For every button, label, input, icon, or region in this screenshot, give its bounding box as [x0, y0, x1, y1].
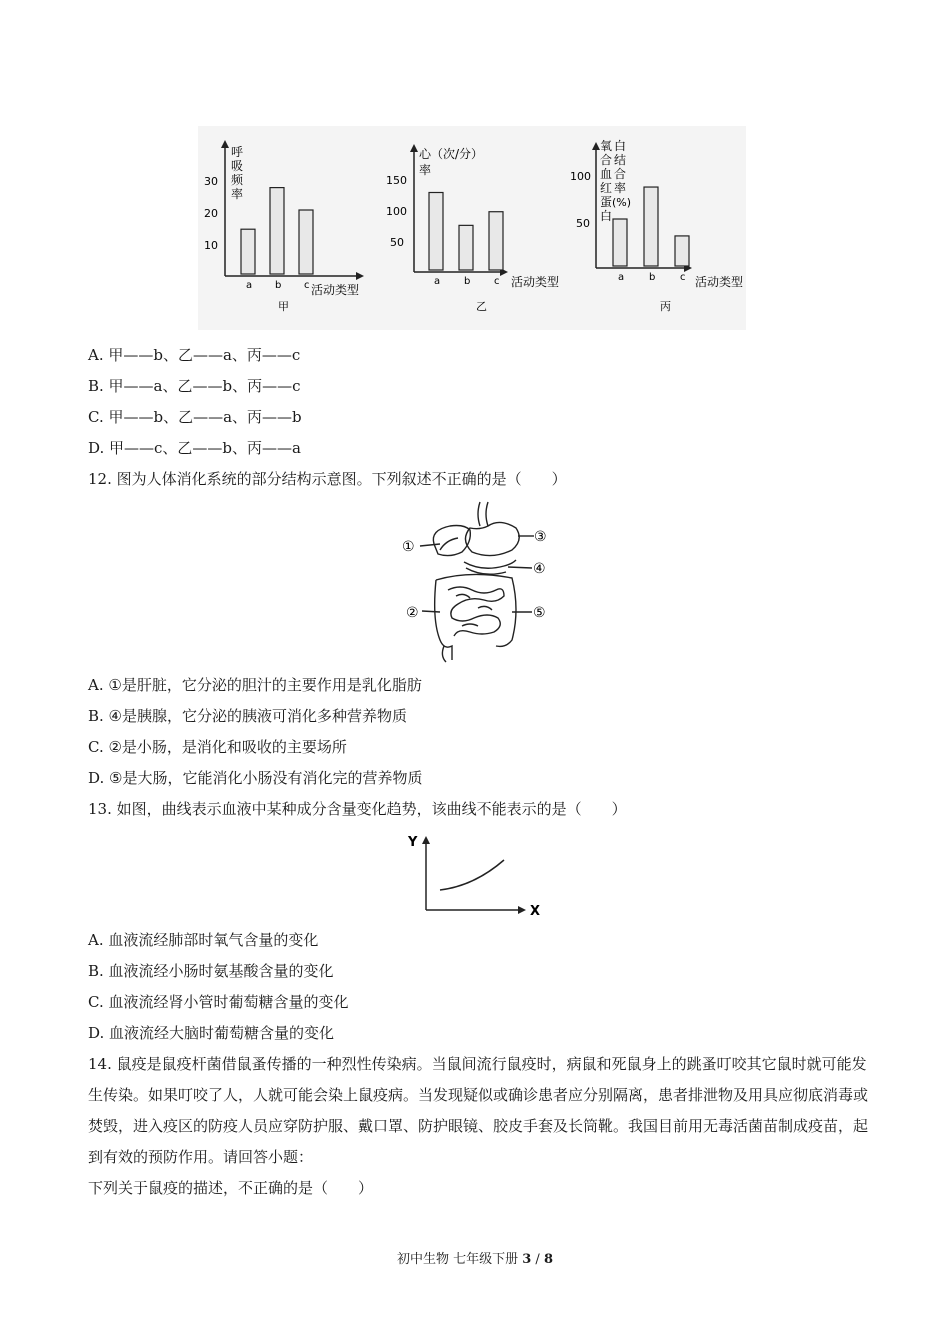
q13-option-b[interactable]: B. 血液流经小肠时氨基酸含量的变化 [88, 962, 334, 980]
bing-ylabel-col1-char: 白 [600, 209, 613, 223]
jia-ylabel-char: 频 [231, 173, 244, 187]
yi-ytick-50: 50 [390, 236, 404, 249]
yi-ytick-100: 100 [386, 205, 407, 218]
jia-ytick-10: 10 [204, 239, 218, 252]
jia-ylabel-char: 呼 [231, 145, 244, 159]
bing-ytick-50: 50 [576, 217, 590, 230]
yi-caption: 乙 [476, 300, 487, 313]
digestive-system-diagram [400, 500, 550, 668]
q12-option-d[interactable]: D. ⑤是大肠，它能消化小肠没有消化完的营养物质 [88, 769, 423, 787]
bing-bar-label-a: a [618, 272, 625, 283]
bing-ytick-100: 100 [570, 170, 591, 183]
q12-stem: 12. 图为人体消化系统的部分结构示意图。下列叙述不正确的是（ ） [88, 470, 567, 488]
yi-ytick-150: 150 [386, 174, 407, 187]
bing-caption: 丙 [660, 300, 671, 313]
page-footer [0, 1248, 950, 1267]
bing-bar-label-c: c [680, 272, 686, 283]
label-5: ⑤ [533, 605, 546, 621]
bing-bar-label-b: b [649, 272, 656, 283]
bing-ylabel-col2-char: 结 [614, 153, 627, 167]
x-axis-label: X [530, 904, 541, 919]
q11-option-c[interactable]: C. 甲——b、乙——a、丙——b [88, 408, 302, 426]
yi-ylabel-bottom: 率 [419, 163, 432, 177]
jia-bar-label-b: b [275, 280, 282, 291]
q12-option-c[interactable]: C. ②是小肠，是消化和吸收的主要场所 [88, 738, 347, 756]
bing-bar-c [675, 236, 689, 266]
jia-ytick-30: 30 [204, 175, 218, 188]
bing-ylabel-col2-char: 白 [614, 139, 627, 153]
bing-xlabel: 活动类型 [695, 275, 744, 289]
bing-ylabel-col1-char: 红 [600, 181, 613, 195]
footer-page: 3 [522, 1252, 532, 1267]
jia-ytick-20: 20 [204, 207, 218, 220]
curve-graph [404, 830, 550, 922]
bing-ylabel-col1-char: 蛋 [600, 195, 613, 209]
yi-bar-label-a: a [434, 276, 441, 287]
jia-bar-b [270, 188, 284, 274]
bing-ylabel-col1-char: 合 [600, 153, 613, 167]
jia-bar-a [241, 229, 255, 274]
q11-option-a[interactable]: A. 甲——b、乙——a、丙——c [88, 346, 301, 364]
bing-ylabel-col2-char: 率 [614, 181, 627, 195]
yi-bar-b [459, 225, 473, 270]
bing-bar-a [613, 219, 627, 266]
q13-stem: 13. 如图，曲线表示血液中某种成分含量变化趋势，该曲线不能表示的是（ ） [88, 800, 627, 818]
footer-total: 8 [543, 1252, 553, 1267]
q13-option-a[interactable]: A. 血液流经肺部时氧气含量的变化 [88, 931, 319, 949]
footer-sep: / [531, 1252, 544, 1267]
bing-ylabel-col2-char: 合 [614, 167, 627, 181]
jia-bar-c [299, 210, 313, 274]
footer-subject: 初中生物 七年级下册 [396, 1252, 523, 1267]
yi-xlabel: 活动类型 [511, 275, 560, 289]
label-4: ④ [533, 561, 546, 577]
jia-ylabel-char: 吸 [231, 159, 244, 173]
bing-bar-b [644, 187, 658, 266]
label-2: ② [406, 605, 419, 621]
q14-passage: 14. 鼠疫是鼠疫杆菌借鼠蚤传播的一种烈性传染病。当鼠间流行鼠疫时，病鼠和死鼠身上的跳蚤叮咬其它鼠时就可能发生传染。如果叮咬了人，人就可能会染上鼠疫病。当发现疑似或确诊患者应分别隔离，患者排泄物及用具应彻底消毒或焚毁，进入疫区的防疫人员应穿防护服、戴口罩、防护眼镜、胶皮手套及长筒靴。我国目前用无毒活菌苗制成疫苗，起到有效的预防作用。请回答小题： [88, 1055, 869, 1166]
q11-option-b[interactable]: B. 甲——a、乙——b、丙——c [88, 377, 301, 395]
q12-option-b[interactable]: B. ④是胰腺，它分泌的胰液可消化多种营养物质 [88, 707, 408, 725]
yi-bar-a [429, 193, 443, 271]
yi-bar-label-c: c [494, 276, 500, 287]
bing-ylabel-col1-char: 氧 [600, 139, 613, 153]
jia-ylabel-char: 率 [231, 187, 244, 201]
yi-ylabel-top: 心（次/分） [419, 147, 484, 161]
jia-bar-label-a: a [246, 280, 253, 291]
yi-bar-c [489, 212, 503, 270]
label-3: ③ [534, 529, 547, 545]
q14-sub-question: 下列关于鼠疫的描述，不正确的是（ ） [88, 1179, 374, 1197]
yi-bar-label-b: b [464, 276, 471, 287]
bing-ylabel-unit: (%) [612, 196, 632, 209]
q13-option-c[interactable]: C. 血液流经肾小管时葡萄糖含量的变化 [88, 993, 349, 1011]
activity-bar-charts [198, 126, 746, 330]
q12-option-a[interactable]: A. ①是肝脏，它分泌的胆汁的主要作用是乳化脂肪 [88, 676, 422, 694]
bing-ylabel-col1-char: 血 [600, 167, 613, 181]
q13-option-d[interactable]: D. 血液流经大脑时葡萄糖含量的变化 [88, 1024, 335, 1042]
y-axis-label: Y [408, 835, 418, 850]
jia-caption: 甲 [278, 300, 289, 313]
label-1: ① [402, 539, 415, 555]
jia-bar-label-c: c [304, 280, 310, 291]
q11-option-d[interactable]: D. 甲——c、乙——b、丙——a [88, 439, 301, 457]
jia-xlabel: 活动类型 [311, 283, 360, 297]
